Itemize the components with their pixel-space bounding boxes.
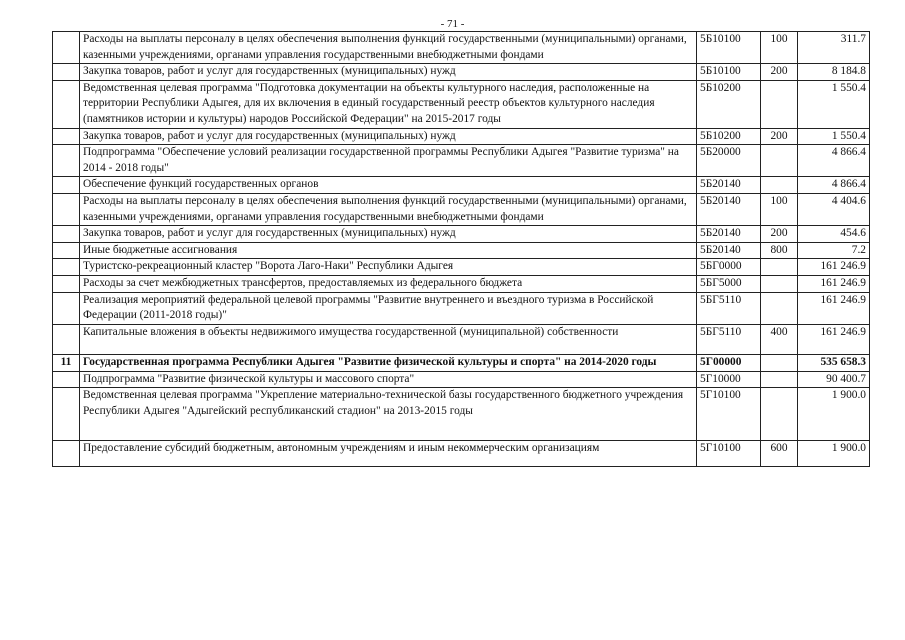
row-name: Расходы за счет межбюджетных трансфертов, предоставляемых из федерального бюджета	[80, 275, 697, 292]
row-expense-type	[761, 292, 798, 324]
row-amount: 1 900.0	[798, 388, 870, 440]
row-code: 5Б20140	[697, 242, 761, 259]
row-number	[53, 145, 80, 177]
row-amount: 1 550.4	[798, 128, 870, 145]
row-amount: 4 866.4	[798, 177, 870, 194]
row-name: Закупка товаров, работ и услуг для государственных (муниципальных) нужд	[80, 128, 697, 145]
row-name: Капитальные вложения в объекты недвижимого имущества государственной (муниципальной) собственности	[80, 324, 697, 355]
row-number	[53, 275, 80, 292]
row-number	[53, 32, 80, 64]
row-code: 5Г10000	[697, 371, 761, 388]
row-name: Закупка товаров, работ и услуг для государственных (муниципальных) нужд	[80, 64, 697, 81]
row-amount: 1 550.4	[798, 80, 870, 128]
table-row	[53, 292, 870, 324]
row-code: 5Б10100	[697, 32, 761, 64]
table-row	[53, 275, 870, 292]
row-amount: 7.2	[798, 242, 870, 259]
table-row	[53, 64, 870, 81]
budget-table	[52, 31, 870, 467]
row-name: Расходы на выплаты персоналу в целях обеспечения выполнения функций государственными (муниципальными) органами, казенными учреждениями, органами управления государственными внебюджетными фондами	[80, 193, 697, 225]
row-code: 5Б20140	[697, 226, 761, 243]
row-number	[53, 292, 80, 324]
row-number	[53, 80, 80, 128]
table-row	[53, 193, 870, 225]
row-number	[53, 242, 80, 259]
row-amount: 535 658.3	[798, 355, 870, 372]
row-number	[53, 226, 80, 243]
row-name: Предоставление субсидий бюджетным, автономным учреждениям и иным некоммерческим организациям	[80, 440, 697, 467]
row-name: Закупка товаров, работ и услуг для государственных (муниципальных) нужд	[80, 226, 697, 243]
row-number	[53, 64, 80, 81]
row-expense-type	[761, 371, 798, 388]
row-code: 5Б20140	[697, 177, 761, 194]
row-code: 5Г10100	[697, 388, 761, 440]
row-code: 5Б10200	[697, 80, 761, 128]
row-code: 5БГ5110	[697, 324, 761, 355]
row-number: 11	[53, 355, 80, 372]
table-row	[53, 355, 870, 372]
row-amount: 4 866.4	[798, 145, 870, 177]
table-row	[53, 242, 870, 259]
row-amount: 311.7	[798, 32, 870, 64]
row-expense-type: 400	[761, 324, 798, 355]
row-amount: 161 246.9	[798, 275, 870, 292]
row-expense-type: 600	[761, 440, 798, 467]
row-expense-type	[761, 259, 798, 276]
table-row	[53, 145, 870, 177]
row-name: Иные бюджетные ассигнования	[80, 242, 697, 259]
row-name: Государственная программа Республики Адыгея "Развитие физической культуры и спорта" на 2014-2020 годы	[80, 355, 697, 372]
table-row	[53, 371, 870, 388]
row-code: 5Г00000	[697, 355, 761, 372]
row-name: Подпрограмма "Обеспечение условий реализации государственной программы Республики Адыгея "Развитие туризма" на 2014 - 2018 годы"	[80, 145, 697, 177]
row-code: 5БГ0000	[697, 259, 761, 276]
row-name: Ведомственная целевая программа "Укрепление материально-технической базы государственного бюджетного учреждения Республики Адыгея "Адыгейский республиканский стадион" на 2013-2015 годы	[80, 388, 697, 440]
row-expense-type: 200	[761, 128, 798, 145]
table-row	[53, 32, 870, 64]
table-row	[53, 440, 870, 467]
row-code: 5Г10100	[697, 440, 761, 467]
row-number	[53, 388, 80, 440]
row-code: 5Б20000	[697, 145, 761, 177]
page-number: - 71 -	[440, 18, 465, 30]
row-number	[53, 177, 80, 194]
row-expense-type	[761, 177, 798, 194]
row-expense-type: 800	[761, 242, 798, 259]
table-row	[53, 177, 870, 194]
table-row	[53, 128, 870, 145]
row-code: 5БГ5000	[697, 275, 761, 292]
row-name: Расходы на выплаты персоналу в целях обеспечения выполнения функций государственными (муниципальными) органами, казенными учреждениями, органами управления государственными внебюджетными фондами	[80, 32, 697, 64]
row-amount: 161 246.9	[798, 324, 870, 355]
row-expense-type: 200	[761, 64, 798, 81]
row-code: 5БГ5110	[697, 292, 761, 324]
row-name: Туристско-рекреационный кластер "Ворота Лаго-Наки" Республики Адыгея	[80, 259, 697, 276]
row-name: Подпрограмма "Развитие физической культуры и массового спорта"	[80, 371, 697, 388]
row-expense-type: 100	[761, 32, 798, 64]
row-name: Ведомственная целевая программа "Подготовка документации на объекты культурного наследия, расположенные на территории Республики Адыгея, для их включения в единый государственный реестр объектов культурного наследия (памятников истории и культуры) народов Российской Федерации" на 2015-2017 годы	[80, 80, 697, 128]
row-number	[53, 128, 80, 145]
row-expense-type	[761, 388, 798, 440]
row-amount: 1 900.0	[798, 440, 870, 467]
row-expense-type	[761, 145, 798, 177]
row-amount: 4 404.6	[798, 193, 870, 225]
row-number	[53, 440, 80, 467]
row-amount: 454.6	[798, 226, 870, 243]
row-expense-type	[761, 275, 798, 292]
row-code: 5Б10100	[697, 64, 761, 81]
row-expense-type	[761, 355, 798, 372]
table-row	[53, 259, 870, 276]
row-expense-type	[761, 80, 798, 128]
table-row	[53, 324, 870, 355]
row-number	[53, 259, 80, 276]
row-amount: 161 246.9	[798, 259, 870, 276]
row-expense-type: 200	[761, 226, 798, 243]
row-amount: 90 400.7	[798, 371, 870, 388]
row-code: 5Б10200	[697, 128, 761, 145]
table-row	[53, 388, 870, 440]
row-expense-type: 100	[761, 193, 798, 225]
row-code: 5Б20140	[697, 193, 761, 225]
row-number	[53, 193, 80, 225]
row-amount: 161 246.9	[798, 292, 870, 324]
row-number	[53, 371, 80, 388]
row-name: Обеспечение функций государственных органов	[80, 177, 697, 194]
row-name: Реализация мероприятий федеральной целевой программы "Развитие внутреннего и въездного туризма в Российской Федерации (2011-2018 годы)"	[80, 292, 697, 324]
table-row	[53, 226, 870, 243]
table-row	[53, 80, 870, 128]
row-amount: 8 184.8	[798, 64, 870, 81]
row-number	[53, 324, 80, 355]
